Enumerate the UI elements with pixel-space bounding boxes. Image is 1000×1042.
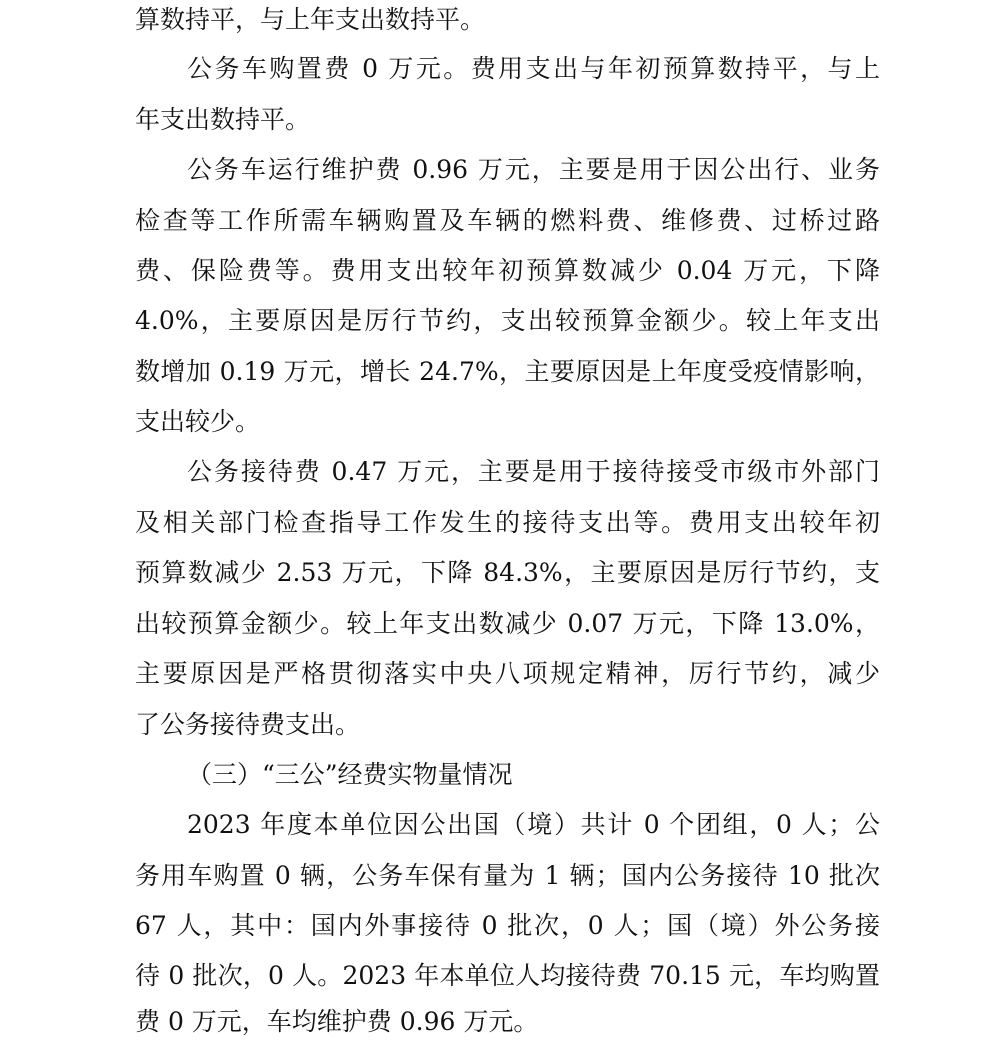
text-line-20: 待 0 批次，0 人。2023 年本单位人均接待费 70.15 元，车均购置 [135, 961, 880, 990]
text-line-8: 数增加 0.19 万元，增长 24.7%，主要原因是上年度受疫情影响， [135, 357, 880, 386]
text-line-15: 了公务接待费支出。 [135, 710, 361, 739]
text-line-19: 67 人，其中：国内外事接待 0 批次，0 人；国（境）外公务接 [135, 911, 880, 940]
text-line-11: 及相关部门检查指导工作发生的接待支出等。费用支出较年初 [135, 508, 880, 537]
text-line-9: 支出较少。 [135, 407, 261, 436]
text-line-21: 费 0 万元，车均维护费 0.96 万元。 [135, 1007, 539, 1036]
text-line-13: 出较预算金额少。较上年支出数减少 0.07 万元，下降 13.0%， [135, 609, 880, 638]
text-line-14: 主要原因是严格贯彻落实中央八项规定精神，厉行节约，减少 [135, 659, 880, 688]
text-line-5: 检查等工作所需车辆购置及车辆的燃料费、维修费、过桥过路 [135, 206, 880, 235]
text-line-12: 预算数减少 2.53 万元，下降 84.3%，主要原因是厉行节约，支 [135, 558, 880, 587]
text-line-3: 年支出数持平。 [135, 105, 311, 134]
text-line-18: 务用车购置 0 辆，公务车保有量为 1 辆；国内公务接待 10 批次 [135, 861, 880, 890]
text-line-6: 费、保险费等。费用支出较年初预算数减少 0.04 万元，下降 [135, 256, 880, 285]
text-line-1: 算数持平，与上年支出数持平。 [135, 5, 486, 34]
text-line-4: 公务车运行维护费 0.96 万元，主要是用于因公出行、业务 [187, 155, 880, 184]
text-line-7: 4.0%，主要原因是厉行节约，支出较预算金额少。较上年支出 [135, 306, 880, 335]
text-line-17: 2023 年度本单位因公出国（境）共计 0 个团组，0 人；公 [187, 810, 880, 839]
section-heading: （三）“三公”经费实物量情况 [187, 760, 513, 789]
text-line-10: 公务接待费 0.47 万元，主要是用于接待接受市级市外部门 [187, 457, 880, 486]
text-line-2: 公务车购置费 0 万元。费用支出与年初预算数持平，与上 [187, 54, 880, 83]
